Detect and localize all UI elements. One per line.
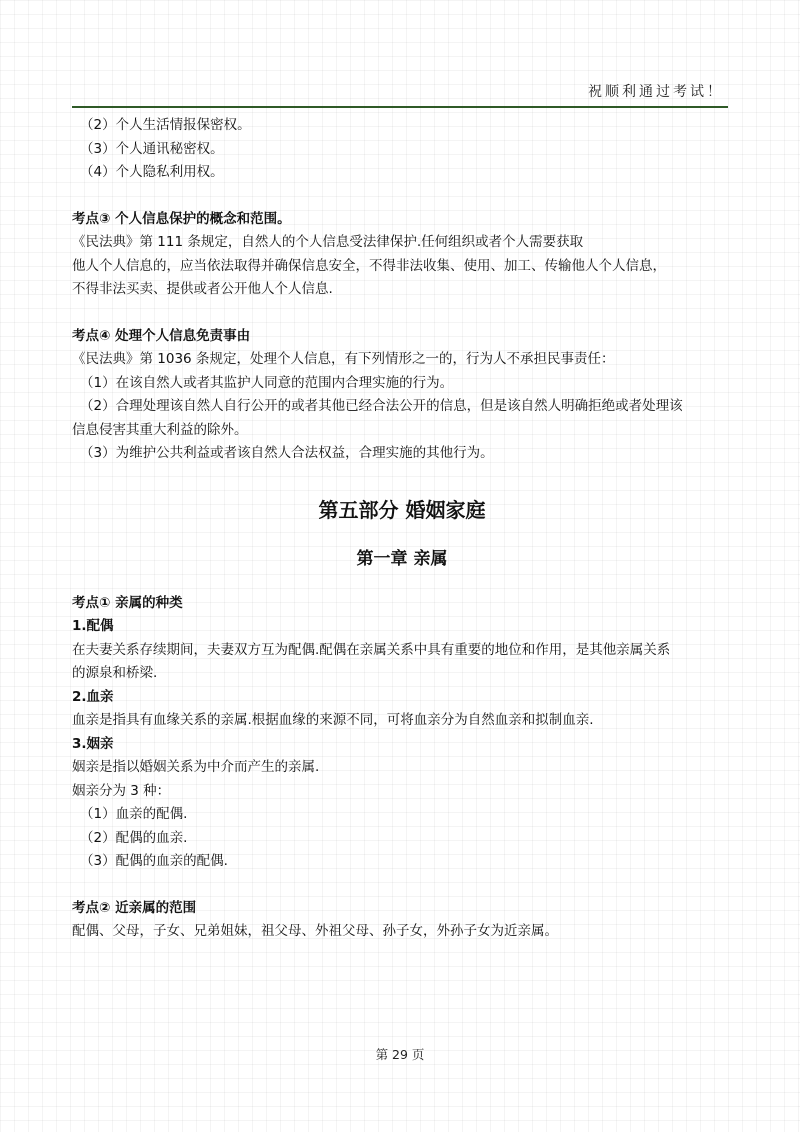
paragraph-line: 血亲是指具有血缘关系的亲属.根据血缘的来源不同，可将血亲分为自然血亲和拟制血亲. (72, 712, 594, 728)
list-item: （2）配偶的血亲. (80, 829, 188, 846)
list-item: （3）为维护公共利益或者该自然人合法权益，合理实施的其他行为。 (80, 445, 494, 461)
list-item: （3）个人通讯秘密权。 (80, 140, 224, 157)
page-content (72, 114, 732, 944)
list-item: （2）合理处理该自然人自行公开的或者其他已经合法公开的信息，但是该自然人明确拒绝或者处理该 (80, 398, 683, 414)
paragraph-line: 不得非法买卖、提供或者公开他人个人信息. (72, 281, 333, 297)
list-item: （3）配偶的血亲的配偶. (80, 853, 228, 869)
paragraph-line: 配偶、父母，子女、兄弟姐妹，祖父母、外祖父母、孙子女，外孙子女为近亲属。 (72, 923, 558, 939)
paragraph-line: 的源泉和桥梁. (72, 665, 158, 681)
header-divider (72, 106, 728, 108)
subsection-title: 2.血亲 (72, 688, 114, 705)
page-number: 第 29 页 (375, 1047, 425, 1062)
chapter-title: 第一章 亲属 (356, 548, 448, 569)
kin-point2-heading: 考点② 近亲属的范围 (72, 899, 197, 916)
paragraph-line: 《民法典》第 1036 条规定，处理个人信息，有下列情形之一的，行为人不承担民事责任： (72, 351, 615, 367)
list-item: （1）血亲的配偶. (80, 806, 188, 822)
point3-heading: 考点③ 个人信息保护的概念和范围。 (72, 210, 291, 227)
subsection-title: 3.姻亲 (72, 735, 114, 752)
header-motto: 祝顺利通过考试！ (588, 84, 724, 100)
paragraph-line: 《民法典》第 111 条规定，自然人的个人信息受法律保护.任何组织或者个人需要获取 (72, 234, 584, 250)
paragraph-line: 姻亲分为 3 种： (72, 782, 171, 799)
paragraph-line: 姻亲是指以婚姻关系为中介而产生的亲属. (72, 759, 320, 775)
subsection-title: 1.配偶 (72, 618, 114, 634)
paragraph-line: 他人个人信息的，应当依法取得并确保信息安全，不得非法收集、使用、加工、传输他人个人信息， (72, 257, 666, 274)
list-item: （4）个人隐私利用权。 (80, 164, 224, 180)
kin-point1-heading: 考点① 亲属的种类 (72, 594, 183, 611)
list-item: （2）个人生活情报保密权。 (80, 117, 251, 133)
paragraph-line: 在夫妻关系存续期间，夫妻双方互为配偶.配偶在亲属关系中具有重要的地位和作用，是其他亲属关系 (72, 641, 671, 658)
point4-heading: 考点④ 处理个人信息免责事由 (72, 327, 251, 344)
list-item: （1）在该自然人或者其监护人同意的范围内合理实施的行为。 (80, 374, 454, 391)
paragraph-line: 信息侵害其重大利益的除外。 (72, 421, 248, 438)
part-title: 第五部分 婚姻家庭 (318, 497, 486, 522)
